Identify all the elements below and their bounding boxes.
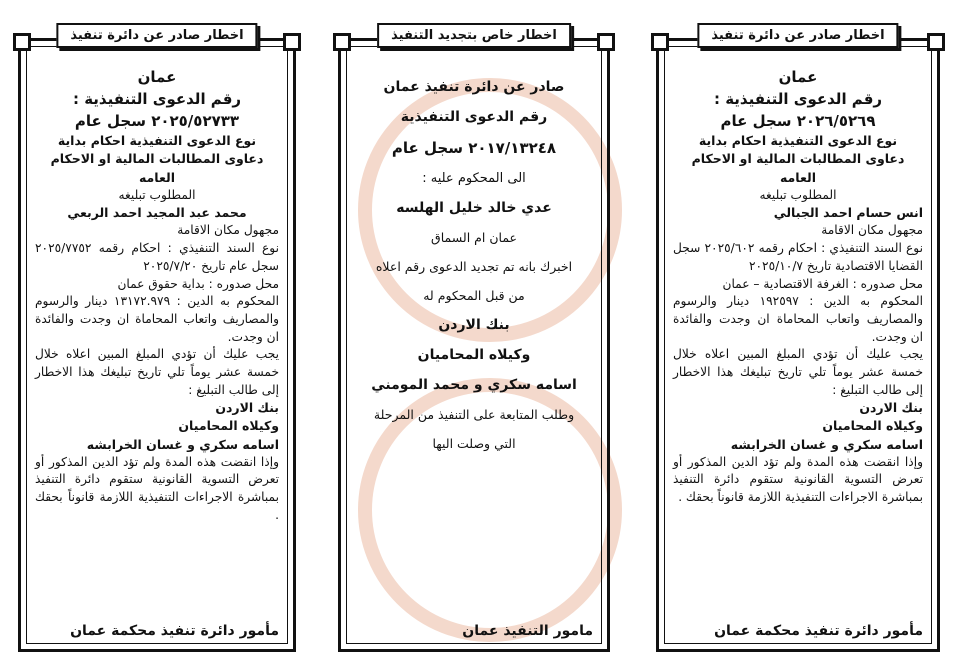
middle-notice-panel xyxy=(338,28,610,652)
middle-followup-request: وطلب المتابعة على التنفيذ من المرحلة xyxy=(373,407,575,422)
middle-by-label: من قبل المحكوم له xyxy=(423,288,525,303)
right-case-number: ٢٠٢٦/٥٢٦٩ سجل عام xyxy=(720,111,876,130)
left-footer-signature: مأمور دائرة تنفيذ محكمة عمان xyxy=(70,623,279,639)
middle-case-label: رقم الدعوى التنفيذية xyxy=(400,109,548,125)
right-case-type: نوع الدعوى التنفيذية احكام بداية xyxy=(698,133,898,149)
middle-lawyers-label: وكيلاه المحاميان xyxy=(417,347,531,363)
left-case-category: دعاوى المطالبات المالية او الاحكام العامه xyxy=(50,151,264,185)
left-amount: المحكوم به الدين : ١٣١٧٢.٩٧٩ دينار والرسوم والمصاريف واتعاب المحاماة ان وجدت والفائدة ان وجدت. xyxy=(35,294,280,344)
left-payment-notice: يجب عليك أن تؤدي المبلغ المبين اعلاه خلال خمسة عشر يوماً تلي تاريخ تبليغك هذا الاخطار إلى طالب التبليغ : xyxy=(35,347,279,397)
left-case-number: ٢٠٢٥/٥٢٧٣٣ سجل عام xyxy=(74,111,240,130)
middle-followup-stage: التي وصلت اليها xyxy=(432,436,516,451)
left-lawyers-names: اسامه سكري و غسان الخرابشه xyxy=(86,436,279,452)
left-notice-panel xyxy=(18,28,296,652)
middle-footer-signature: مامور التنفيذ عمان xyxy=(462,623,593,639)
middle-defendant-name: عدي خالد خليل الهلسه xyxy=(396,200,552,216)
middle-notice-title: اخطار خاص بتجديد التنفيذ xyxy=(377,23,571,48)
left-document-type: نوع السند التنفيذي : احكام رقمه ٢٠٢٥/٧٧٥٢ سجل عام تاريخ ٢٠٢٥/٧/٢٠ xyxy=(35,241,279,273)
middle-issuer: صادر عن دائرة تنفيذ عمان xyxy=(383,79,565,95)
right-lawyers-names: اسامه سكري و غسان الخرابشه xyxy=(730,436,923,452)
left-notify-label: المطلوب تبليغه xyxy=(118,187,196,202)
left-issue-place: محل صدوره : بداية حقوق عمان xyxy=(117,276,279,291)
right-defendant-name: انس حسام احمد الجبالي xyxy=(773,205,923,221)
left-lawyers-label: وكيلاه المحاميان xyxy=(178,418,279,434)
right-notice-title: اخطار صادر عن دائرة تنفيذ xyxy=(697,23,898,48)
left-address: مجهول مكان الاقامة xyxy=(177,223,279,238)
left-creditor: بنك الاردن xyxy=(215,400,279,416)
right-notice-panel xyxy=(656,28,940,652)
middle-defendant-label: الى المحكوم عليه : xyxy=(422,171,526,186)
right-city: عمان xyxy=(778,68,818,86)
right-creditor: بنك الاردن xyxy=(859,400,923,416)
right-payment-notice: يجب عليك أن تؤدي المبلغ المبين اعلاه خلال خمسة عشر يوماً تلي تاريخ تبليغك هذا الاخطار إلى طالب التبليغ : xyxy=(673,347,923,397)
middle-address: عمان ام السماق xyxy=(431,230,517,245)
right-notify-label: المطلوب تبليغه xyxy=(759,187,837,202)
left-defendant-name: محمد عبد المجيد احمد الربعي xyxy=(67,205,247,221)
right-address: مجهول مكان الاقامة xyxy=(821,223,923,238)
left-case-type: نوع الدعوى التنفيذية احكام بداية xyxy=(57,133,257,149)
right-case-category: دعاوى المطالبات المالية او الاحكام العامه xyxy=(691,151,905,185)
right-issue-place: محل صدوره : الغرفة الاقتصادية – عمان xyxy=(722,276,923,291)
right-warning: وإذا انقضت هذه المدة ولم تؤد الدين المذكور أو تعرض التسوية القانونية ستقوم دائرة التنفيذ بمباشرة الاجراءات التنفيذية اللازمة قانوناً بحقك . xyxy=(673,454,923,505)
left-city: عمان xyxy=(137,68,177,86)
middle-case-number: ٢٠١٧/١٣٢٤٨ سجل عام xyxy=(391,139,557,157)
right-footer-signature: مأمور دائرة تنفيذ محكمة عمان xyxy=(714,623,923,639)
middle-lawyers-names: اسامه سكري و محمد المومني xyxy=(371,377,577,393)
left-warning: وإذا انقضت هذه المدة ولم تؤد الدين المذكور أو تعرض التسوية القانونية ستقوم دائرة التنفيذ بمباشرة الاجراءات التنفيذية اللازمة قانوناً بحقك . xyxy=(35,454,279,522)
left-notice-title: اخطار صادر عن دائرة تنفيذ xyxy=(56,23,257,48)
middle-renewal-notice: اخبرك بانه تم تجديد الدعوى رقم اعلاه xyxy=(375,259,573,274)
right-document-type: نوع السند التنفيذي : احكام رقمه ٢٠٢٥/٦٠٢ سجل القضايا الاقتصادية تاريخ ٢٠٢٥/١٠/٧ xyxy=(673,241,923,273)
right-lawyers-label: وكيلاه المحاميان xyxy=(822,418,923,434)
left-case-label: رقم الدعوى التنفيذية : xyxy=(72,89,242,108)
right-amount: المحكوم به الدين : ١٩٢٥٩٧ دينار والرسوم والمصاريف واتعاب المحاماة ان وجدت والفائدة ان وجدت. xyxy=(673,294,924,344)
middle-creditor: بنك الاردن xyxy=(438,317,510,333)
right-case-label: رقم الدعوى التنفيذية : xyxy=(713,89,883,108)
